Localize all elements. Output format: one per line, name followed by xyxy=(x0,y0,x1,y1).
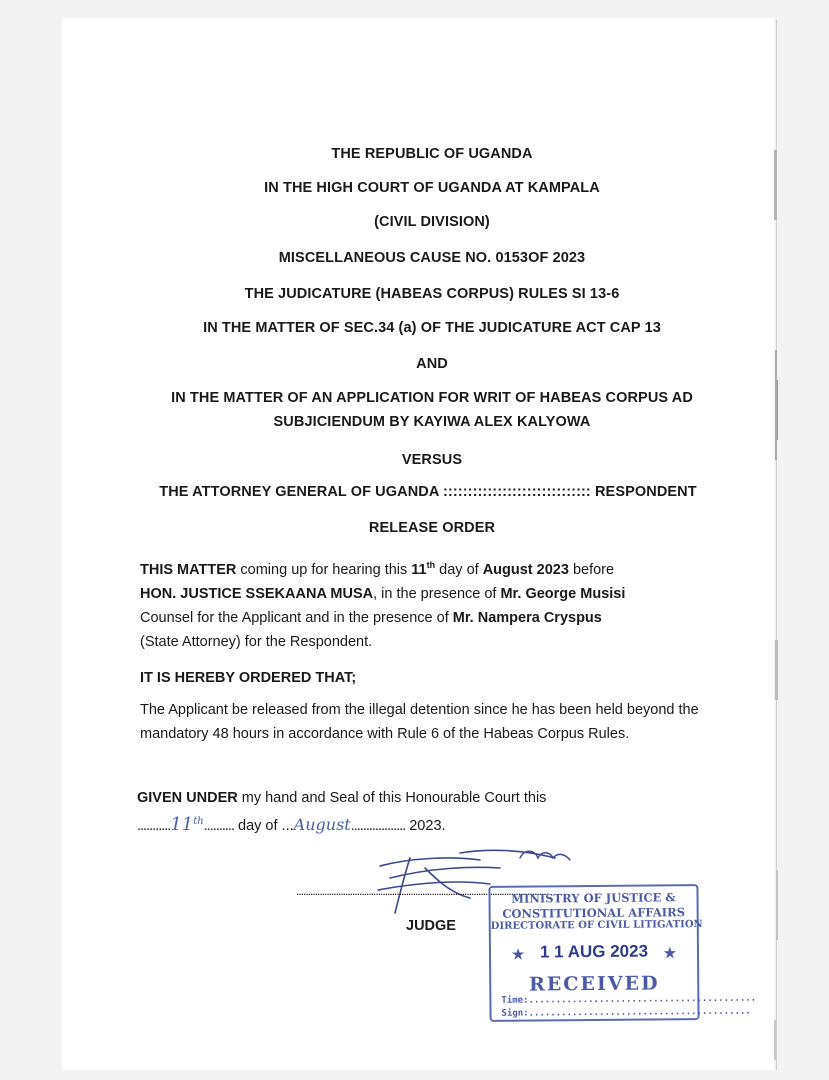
stamp-time: Time:.......................................... xyxy=(501,993,757,1006)
handwritten-month: August xyxy=(293,814,351,834)
heading-court: IN THE HIGH COURT OF UGANDA AT KAMPALA xyxy=(264,180,600,196)
heading-versus: VERSUS xyxy=(401,452,463,468)
this-matter-text: THIS MATTER xyxy=(140,561,237,578)
star-icon: ★ xyxy=(662,943,678,963)
stamp-constitutional: CONSTITUTIONAL AFFAIRS xyxy=(502,905,686,921)
scan-edge-artifact xyxy=(768,20,786,1070)
judge-label: JUDGE xyxy=(406,918,456,934)
heading-matter-1: IN THE MATTER OF SEC.34 (a) OF THE JUDICATURE ACT CAP 13 xyxy=(203,320,661,336)
star-icon: ★ xyxy=(510,944,526,964)
heading-matter-2-line-2: SUBJICIENDUM BY KAYIWA ALEX KALYOWA xyxy=(273,414,591,430)
state-attorney: Mr. Nampera Cryspus xyxy=(452,609,602,626)
heading-cause-number: MISCELLANEOUS CAUSE NO. 0153OF 2023 xyxy=(278,250,586,266)
justice-name: HON. JUSTICE SSEKAANA MUSA xyxy=(140,585,374,602)
ordered-heading: IT IS HEREBY ORDERED THAT; xyxy=(140,670,357,686)
heading-matter-2-line-1: IN THE MATTER OF AN APPLICATION FOR WRIT OF HABEAS CORPUS AD xyxy=(171,390,693,406)
hearing-date: August 2023 xyxy=(482,561,569,578)
order-paragraph: The Applicant be released from the illegal detention since he has been held beyond the mandatory 48 hours in accordance with Rule 6 of the Habeas Corpus Rules. xyxy=(140,702,699,742)
heading-and: AND xyxy=(416,356,448,372)
applicant-counsel: Mr. George Musisi xyxy=(500,585,626,602)
heading-republic: THE REPUBLIC OF UGANDA xyxy=(331,146,533,162)
stamp-date: 1 1 AUG 2023 xyxy=(539,941,649,962)
stamp-directorate: DIRECTORATE OF CIVIL LITIGATION xyxy=(490,919,703,932)
handwritten-day: 11 xyxy=(170,813,194,835)
signature-dotted-line: ............................................................................................................ xyxy=(296,884,549,898)
heading-rules: THE JUDICATURE (HABEAS CORPUS) RULES SI 13-6 xyxy=(244,286,620,302)
hearing-paragraph: THIS MATTER coming up for hearing this 11th day of August 2023 before HON. JUSTICE SSEKAANA MUSA, in the presence of Mr. George Musisi Counsel for the Applicant and in the presence of Mr. Nampera Cryspus (State Attorney) for the Respondent. xyxy=(140,560,626,650)
heading-division: (CIVIL DIVISION) xyxy=(374,214,490,230)
stamp-sign: Sign:......................................... xyxy=(501,1006,751,1019)
received-stamp xyxy=(488,884,757,1022)
given-under-paragraph: GIVEN UNDER my hand and Seal of this Honourable Court this ...........11th.......... day of ...August.................. 2023. xyxy=(137,790,547,835)
stamp-received: RECEIVED xyxy=(528,972,660,996)
stamp-ministry: MINISTRY OF JUSTICE & xyxy=(511,890,676,906)
respondent-line: THE ATTORNEY GENERAL OF UGANDA :::::::::::::::::::::::::::::: RESPONDENT xyxy=(159,484,697,500)
order-title: RELEASE ORDER xyxy=(368,520,496,536)
